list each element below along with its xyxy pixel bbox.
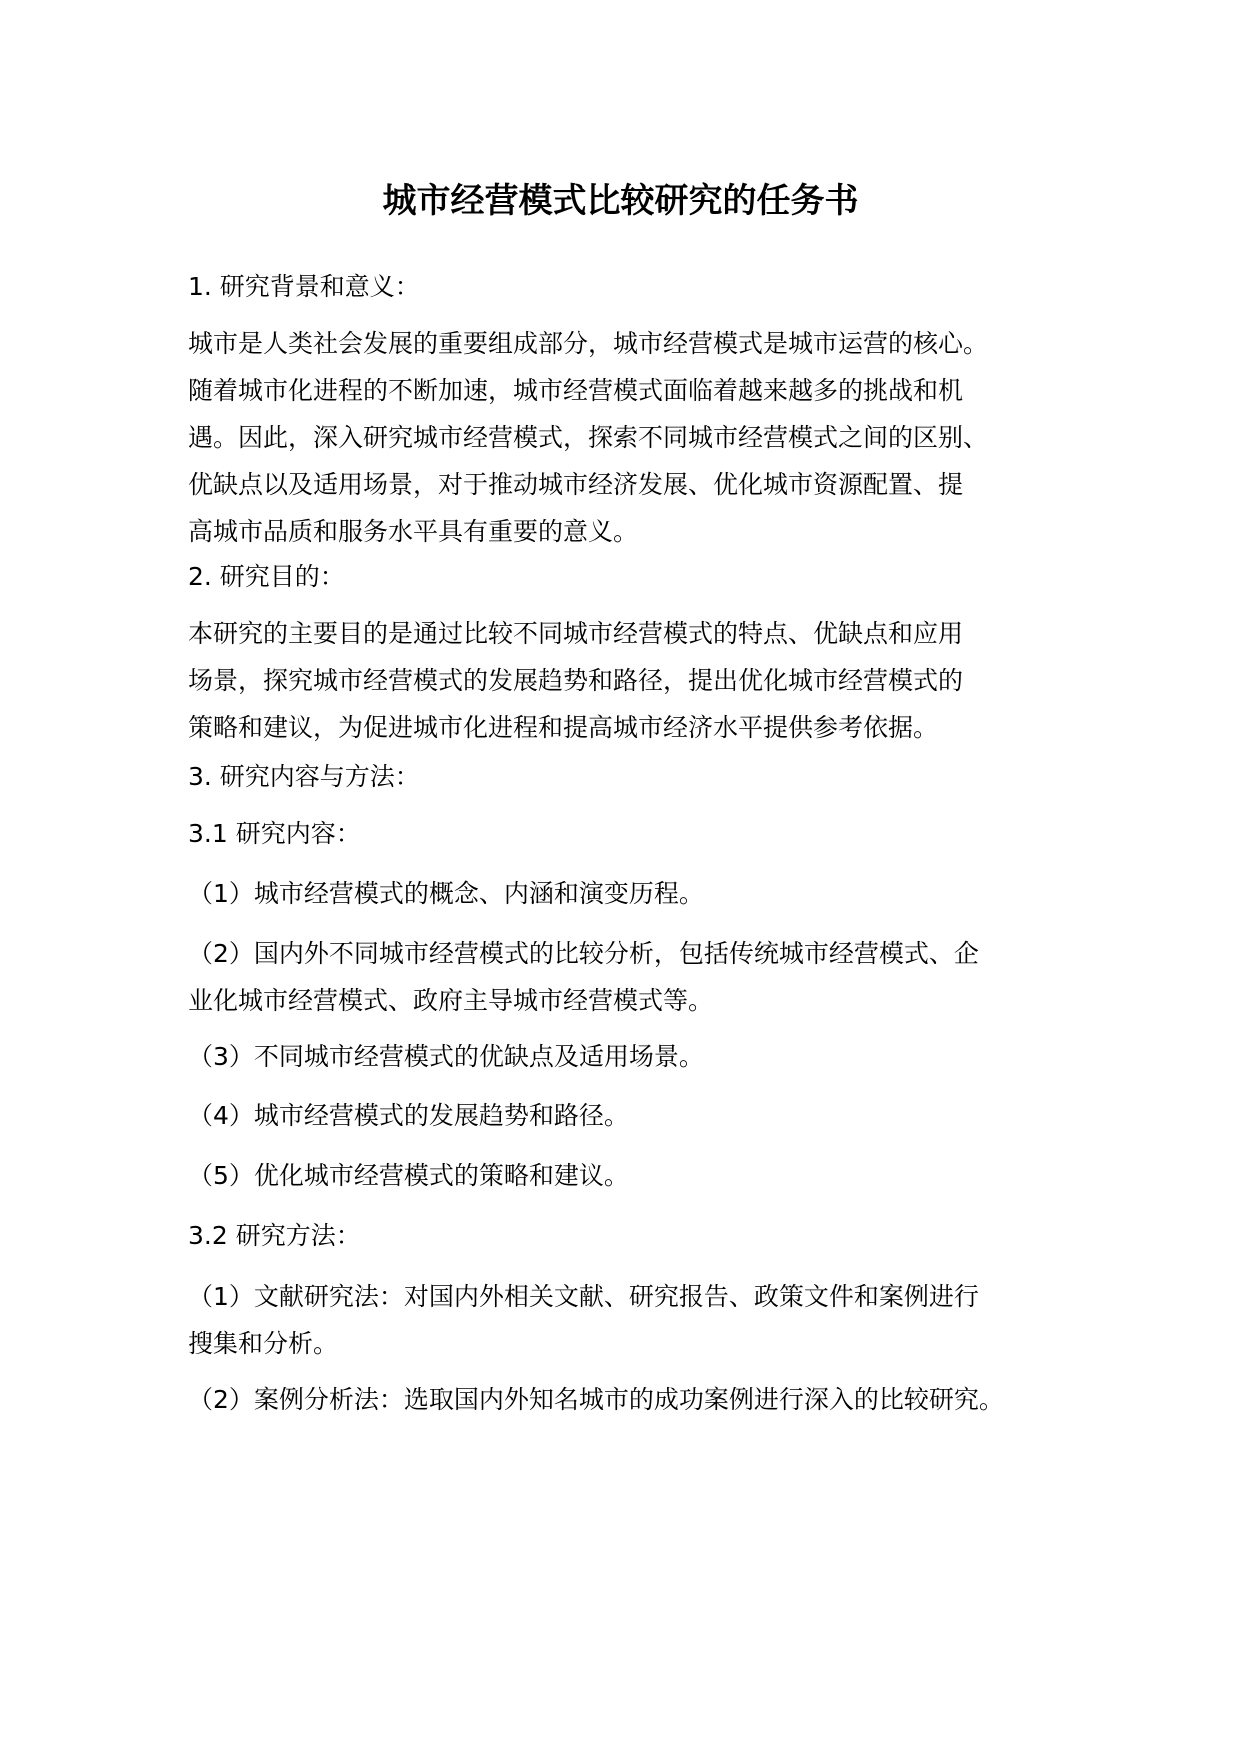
list-item-text: （3）不同城市经营模式的优缺点及适用场景。 xyxy=(188,1042,704,1071)
heading-text: 3. 研究内容与方法： xyxy=(188,762,420,791)
paragraph-line: 策略和建议，为促进城市化进程和提高城市经济水平提供参考依据。 xyxy=(188,713,939,742)
paragraph-line: 优缺点以及适用场景，对于推动城市经济发展、优化城市资源配置、提 xyxy=(188,470,964,499)
paragraph-line: 场景，探究城市经营模式的发展趋势和路径，提出优化城市经营模式的 xyxy=(188,666,964,695)
list-item-text: （4）城市经营模式的发展趋势和路径。 xyxy=(188,1101,629,1130)
list-item-text: （5）优化城市经营模式的策略和建议。 xyxy=(188,1161,629,1190)
method-item-1 xyxy=(188,1273,1068,1367)
section-1-heading xyxy=(188,263,1068,310)
paragraph-line: 随着城市化进程的不断加速，城市经营模式面临着越来越多的挑战和机 xyxy=(188,376,964,405)
content-item-3 xyxy=(188,1033,1068,1080)
list-item-text: （2）案例分析法：选取国内外知名城市的成功案例进行深入的比较研究。 xyxy=(188,1385,1004,1414)
section-2-heading xyxy=(188,553,1068,600)
content-item-5 xyxy=(188,1152,1068,1199)
content-item-1 xyxy=(188,870,1068,917)
list-item-text: 搜集和分析。 xyxy=(188,1329,339,1358)
section-1-paragraph xyxy=(188,320,1068,555)
section-3-1-heading xyxy=(188,810,1068,857)
section-3-heading xyxy=(188,753,1068,800)
heading-text: 2. 研究目的： xyxy=(188,562,345,591)
heading-text: 3.1 研究内容： xyxy=(188,819,361,848)
content-item-2 xyxy=(188,930,1068,1024)
section-3-2-heading xyxy=(188,1212,1068,1259)
method-item-2 xyxy=(188,1376,1068,1423)
heading-text: 1. 研究背景和意义： xyxy=(188,272,420,301)
paragraph-line: 本研究的主要目的是通过比较不同城市经营模式的特点、优缺点和应用 xyxy=(188,619,964,648)
heading-text: 3.2 研究方法： xyxy=(188,1221,361,1250)
paragraph-line: 高城市品质和服务水平具有重要的意义。 xyxy=(188,517,639,546)
document-title: 城市经营模式比较研究的任务书 xyxy=(382,181,859,221)
section-2-paragraph xyxy=(188,610,1068,751)
content-item-4 xyxy=(188,1092,1068,1139)
list-item-text: 业化城市经营模式、政府主导城市经营模式等。 xyxy=(188,986,714,1015)
list-item-text: （1）文献研究法：对国内外相关文献、研究报告、政策文件和案例进行 xyxy=(188,1282,979,1311)
list-item-text: （2）国内外不同城市经营模式的比较分析，包括传统城市经营模式、企 xyxy=(188,939,979,968)
paragraph-line: 城市是人类社会发展的重要组成部分，城市经营模式是城市运营的核心。 xyxy=(188,329,989,358)
paragraph-line: 遇。因此，深入研究城市经营模式，探索不同城市经营模式之间的区别、 xyxy=(188,423,989,452)
list-item-text: （1）城市经营模式的概念、内涵和演变历程。 xyxy=(188,879,704,908)
